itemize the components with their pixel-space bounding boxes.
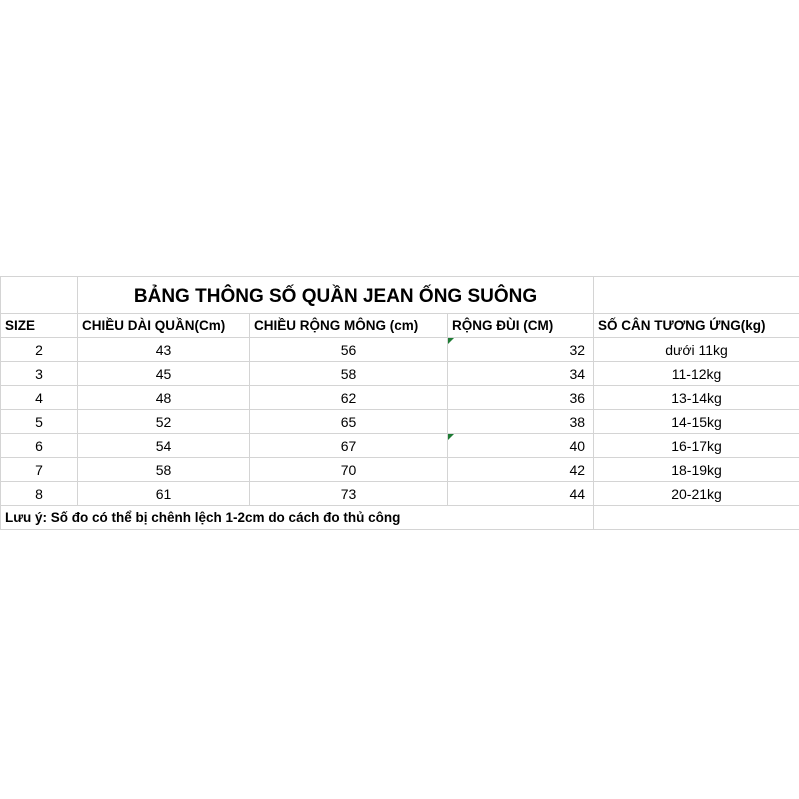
size-cell[interactable]: 5 xyxy=(1,410,78,434)
weight-cell[interactable]: 16-17kg xyxy=(594,434,799,458)
hip-cell[interactable]: 70 xyxy=(250,458,448,482)
thigh-cell[interactable]: 38 xyxy=(448,410,594,434)
length-cell[interactable]: 58 xyxy=(78,458,250,482)
size-chart-table xyxy=(0,276,799,530)
weight-cell[interactable]: 18-19kg xyxy=(594,458,799,482)
thigh-cell[interactable]: 42 xyxy=(448,458,594,482)
length-cell[interactable]: 43 xyxy=(78,338,250,362)
size-cell[interactable]: 7 xyxy=(1,458,78,482)
table-row xyxy=(1,482,799,506)
size-cell[interactable]: 8 xyxy=(1,482,78,506)
hip-cell[interactable]: 65 xyxy=(250,410,448,434)
thigh-cell[interactable]: 36 xyxy=(448,386,594,410)
title-row xyxy=(1,277,799,314)
hip-cell[interactable]: 67 xyxy=(250,434,448,458)
header-row xyxy=(1,314,799,338)
table-row xyxy=(1,362,799,386)
comment-indicator-icon xyxy=(448,338,454,344)
hip-cell[interactable]: 56 xyxy=(250,338,448,362)
thigh-cell[interactable] xyxy=(448,434,594,458)
length-cell[interactable]: 48 xyxy=(78,386,250,410)
weight-cell[interactable]: 13-14kg xyxy=(594,386,799,410)
hip-cell[interactable]: 58 xyxy=(250,362,448,386)
hip-cell[interactable]: 62 xyxy=(250,386,448,410)
table-row xyxy=(1,434,799,458)
thigh-cell[interactable]: 44 xyxy=(448,482,594,506)
measurement-note[interactable]: Lưu ý: Số đo có thể bị chênh lệch 1-2cm do cách đo thủ công xyxy=(1,506,594,530)
size-chart-sheet xyxy=(0,276,799,530)
length-cell[interactable]: 52 xyxy=(78,410,250,434)
comment-indicator-icon xyxy=(448,434,454,440)
table-row xyxy=(1,410,799,434)
table-row xyxy=(1,458,799,482)
length-cell[interactable]: 61 xyxy=(78,482,250,506)
size-cell[interactable]: 3 xyxy=(1,362,78,386)
thigh-value: 32 xyxy=(569,341,586,358)
weight-cell[interactable]: dưới 11kg xyxy=(594,338,799,362)
note-empty-cell[interactable] xyxy=(594,506,799,530)
hip-cell[interactable]: 73 xyxy=(250,482,448,506)
col-header-weight: SỐ CÂN TƯƠNG ỨNG(kg) xyxy=(594,314,799,338)
thigh-cell[interactable]: 34 xyxy=(448,362,594,386)
title-spacer-cell[interactable] xyxy=(1,277,78,314)
weight-cell[interactable]: 11-12kg xyxy=(594,362,799,386)
table-row xyxy=(1,386,799,410)
title-empty-cell[interactable] xyxy=(594,277,799,314)
size-cell[interactable]: 6 xyxy=(1,434,78,458)
size-cell[interactable]: 4 xyxy=(1,386,78,410)
col-header-hip: CHIỀU RỘNG MÔNG (cm) xyxy=(250,314,448,338)
col-header-length: CHIỀU DÀI QUẦN(Cm) xyxy=(78,314,250,338)
weight-cell[interactable]: 14-15kg xyxy=(594,410,799,434)
length-cell[interactable]: 45 xyxy=(78,362,250,386)
length-cell[interactable]: 54 xyxy=(78,434,250,458)
col-header-thigh: RỘNG ĐÙI (CM) xyxy=(448,314,594,338)
table-row xyxy=(1,338,799,362)
col-header-size: SIZE xyxy=(1,314,78,338)
size-cell[interactable]: 2 xyxy=(1,338,78,362)
weight-cell[interactable]: 20-21kg xyxy=(594,482,799,506)
note-row xyxy=(1,506,799,530)
thigh-value: 40 xyxy=(569,437,586,454)
table-title: BẢNG THÔNG SỐ QUẦN JEAN ỐNG SUÔNG xyxy=(78,277,594,314)
thigh-cell[interactable] xyxy=(448,338,594,362)
